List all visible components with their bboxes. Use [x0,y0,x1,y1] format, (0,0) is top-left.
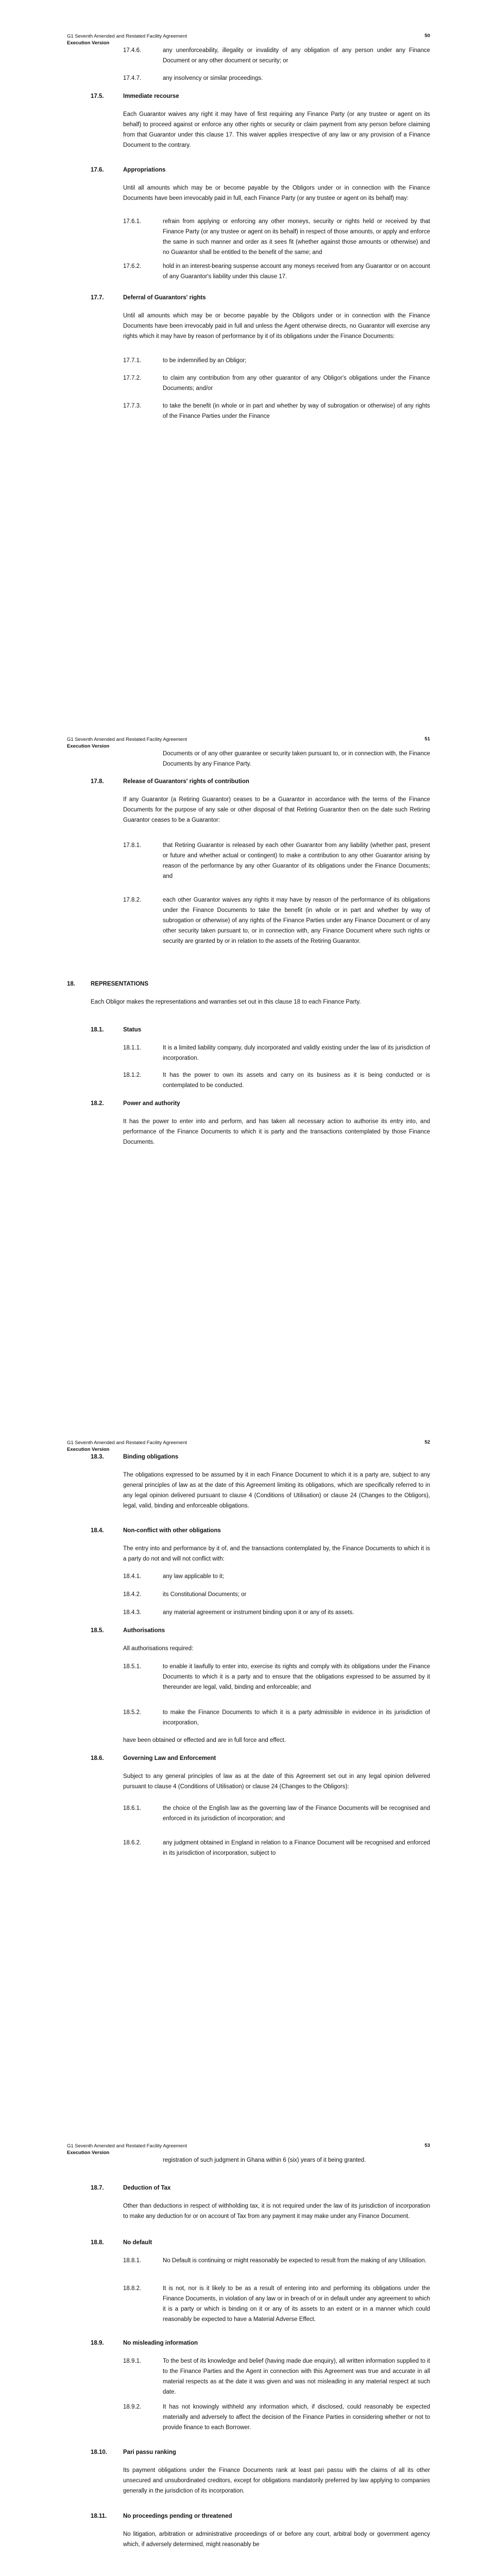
clause-number: 18.7. [91,2185,104,2191]
clause-number: 18.3. [91,1454,104,1460]
header-title: G1 Seventh Amended and Restated Facility Agreement [67,737,187,742]
paragraph: If any Guarantor (a Retiring Guarantor) ceases to be a Guarantor in accordance with the terms of the Finance Documents for the purpose of any sale or other disposal of that Retiring Guarantor then on the date such Retiring Guarantor ceases to be a Guarantor: [123,796,430,823]
paragraph: Each Guarantor waives any right it may have of first requiring any Finance Party (or any trustee or agent on its behalf) to proceed against or enforce any other rights or security or claim payment from any person before claiming from that Guarantor under this clause 17. This waiver applies irrespective of any law or any provision of a Finance Document to the contrary. [123,111,430,148]
clause-number: 18. [67,981,75,987]
clause-number: 18.6.2. [123,1840,142,1846]
clause-number: 18.9.1. [123,2358,142,2364]
clause-number: 17.5. [91,93,104,99]
paragraph: The entry into and performance by it of, and the transactions contemplated by, the Finance Documents to which it is a party do not and will not conflict with: [123,1546,430,1562]
clause-text: refrain from applying or enforcing any other moneys, security or rights held or received by that Finance Party (or any trustee or agent on its behalf) in respect of those amounts, or apply and enforce the same in such manner and order as it sees fit (whether against those amounts or otherwise) and no Guarantor shall be entitled to the benefit of the same; and [163,218,430,256]
clause-number: 18.8. [91,2240,104,2246]
header-version: Execution Version [67,743,110,749]
header-title: G1 Seventh Amended and Restated Facility Agreement [67,33,187,39]
clause-number: 17.7. [91,295,104,301]
clause-text: any material agreement or instrument binding upon it or any of its assets. [163,1609,354,1616]
clause-number: 17.8.2. [123,897,142,903]
clause-text: any law applicable to it; [163,1573,224,1580]
clause-number: 17.4.7. [123,75,142,81]
clause-number: 18.4. [91,1528,104,1534]
continued-text: Documents or of any other guarantee or security taken pursuant to, or in connection with, the Finance Documents by any Finance Party. [163,751,430,767]
clause-heading: REPRESENTATIONS [91,981,149,987]
paragraph: Its payment obligations under the Finance Documents rank at least pari passu with the claims of all its other unsecured and unsubordinated creditors, except for obligations mandatorily preferred by law applying to companies generally in the jurisdiction of its incorporation. [123,2467,430,2494]
clause-text: No Default is continuing or might reasonably be expected to result from the making of any Utilisation. [163,2258,427,2264]
clause-number: 17.4.6. [123,47,142,54]
page-50 [0,0,497,703]
clause-number: 17.7.3. [123,403,142,409]
clause-number: 18.1.1. [123,1045,142,1051]
clause-text: any insolvency or similar proceedings. [163,75,263,81]
page-number: 52 [424,1439,430,1445]
clause-heading: Release of Guarantors' rights of contribution [123,778,249,785]
continued-text: registration of such judgment in Ghana within 6 (six) years of it being granted. [163,2157,366,2163]
clause-number: 18.5.2. [123,1709,142,1716]
clause-number: 17.6. [91,167,104,173]
paragraph: have been obtained or effected and are in full force and effect. [123,1737,286,1743]
clause-heading: Status [123,1027,142,1033]
clause-number: 18.4.2. [123,1591,142,1598]
clause-number: 17.8.1. [123,842,142,849]
page-header [67,1439,187,1453]
clause-number: 18.6.1. [123,1805,142,1811]
clause-text: It is not, nor is it likely to be as a result of entering into and performing its obligations under the Finance Documents, in violation of any law or in breach of or in default under any agreement to which it is a party or which is binding on it or any of its assets to an extent or in a manner which could reasonably be expected to have a Material Adverse Effect. [163,2285,430,2323]
clause-heading: Deduction of Tax [123,2185,171,2191]
header-title: G1 Seventh Amended and Restated Facility Agreement [67,2143,187,2149]
clause-text: to claim any contribution from any other guarantor of any Obligor's obligations under the Finance Documents; and/or [163,375,430,392]
page-52 [0,1406,497,2110]
clause-number: 18.10. [91,2449,107,2455]
page-53 [0,2110,497,2576]
clause-number: 17.6.1. [123,218,142,225]
clause-number: 18.8.1. [123,2258,142,2264]
clause-number: 18.1.2. [123,1072,142,1078]
clause-text: to be indemnified by an Obligor; [163,358,247,364]
clause-text: that Retiring Guarantor is released by each other Guarantor from any liability (whether past, present or future and whether actual or contingent) to make a contribution to any other Guarantor arising by reason of the performance by any other Guarantor of its obligations under the Finance Documents; and [163,842,430,879]
clause-number: 18.8.2. [123,2285,142,2292]
clause-number: 18.2. [91,1100,104,1107]
paragraph: Other than deductions in respect of withholding tax, it is not required under the law of its jurisdiction of incorporation to make any deduction for or on account of Tax from any payment it may make under any Finance Document. [123,2203,430,2219]
clause-number: 17.6.2. [123,263,142,269]
clause-number: 17.7.1. [123,358,142,364]
clause-text: It has not knowingly withheld any information which, if disclosed, could reasonably be expected materially and adversely to affect the decision of the Finance Parties in considering whether or not to provide finance to each Borrower. [163,2404,430,2431]
header-title: G1 Seventh Amended and Restated Facility Agreement [67,1440,187,1446]
page-number: 53 [424,2143,430,2148]
paragraph: Until all amounts which may be or become payable by the Obligors under or in connection with the Finance Documents have been irrevocably paid in full and unless the Agent otherwise directs, no Guarantor will exercise any rights which it may have by reason of performance by it of its obligations under the Finance Documents: [123,313,430,340]
clause-number: 18.4.1. [123,1573,142,1580]
page-number: 50 [424,33,430,39]
page-header [67,736,187,750]
clause-heading: Binding obligations [123,1454,179,1460]
clause-heading: No proceedings pending or threatened [123,2513,232,2519]
page-header [67,2143,187,2156]
clause-heading: Governing Law and Enforcement [123,1755,216,1761]
clause-heading: Power and authority [123,1100,180,1107]
clause-number: 18.9. [91,2340,104,2346]
clause-number: 18.6. [91,1755,104,1761]
clause-number: 17.8. [91,778,104,785]
clause-text: the choice of the English law as the governing law of the Finance Documents will be recognised and enforced in its jurisdiction of incorporation; and [163,1805,430,1822]
clause-text: to take the benefit (in whole or in part and whether by way of subrogation or otherwise) of any rights of the Finance Parties under the Finance [163,403,430,419]
clause-text: hold in an interest-bearing suspense account any moneys received from any Guarantor or on account of any Guarantor's liability under this clause 17. [163,263,430,280]
clause-number: 18.9.2. [123,2404,142,2410]
paragraph: Until all amounts which may be or become payable by the Obligors under or in connection with the Finance Documents have been irrevocably paid in full, each Finance Party (or any trustee or agent on its behalf) may: [123,185,430,201]
clause-heading: Pari passu ranking [123,2449,176,2455]
clause-text: each other Guarantor waives any rights it may have by reason of the performance of its obligations under the Finance Documents to take the benefit (in whole or in part and whether by way of subrogation or otherwise) of any rights of the Finance Parties under any Finance Document or of any other security taken pursuant to, or in connection with, any Finance Document where such rights or security are granted by or in relation to the assets of the Retiring Guarantor. [163,897,430,944]
clause-text: its Constitutional Documents; or [163,1591,247,1598]
clause-text: any judgment obtained in England in relation to a Finance Document will be recognised and enforced in its jurisdiction of incorporation, subject to [163,1840,430,1856]
header-version: Execution Version [67,2150,110,2156]
clause-heading: Immediate recourse [123,93,179,99]
clause-heading: Authorisations [123,1628,165,1634]
clause-number: 18.5.1. [123,1664,142,1670]
clause-heading: Deferral of Guarantors' rights [123,295,206,301]
clause-number: 18.4.3. [123,1609,142,1616]
clause-heading: Non-conflict with other obligations [123,1528,221,1534]
paragraph: Each Obligor makes the representations and warranties set out in this clause 18 to each Finance Party. [91,999,361,1005]
header-version: Execution Version [67,40,110,46]
page-51 [0,703,497,1406]
clause-text: to make the Finance Documents to which it is a party admissible in evidence in its jurisdiction of incorporation, [163,1709,430,1726]
paragraph: It has the power to enter into and perform, and has taken all necessary action to authorise its entry into, and performance of the Finance Documents to which it is party and the transactions contemplated by those Finance Documents. [123,1118,430,1145]
page-header [67,33,187,46]
header-version: Execution Version [67,1447,110,1452]
clause-text: It is a limited liability company, duly incorporated and validly existing under the law of its jurisdiction of incorporation. [163,1045,430,1061]
clause-heading: Appropriations [123,167,166,173]
clause-heading: No misleading information [123,2340,198,2346]
clause-number: 18.5. [91,1628,104,1634]
clause-text: It has the power to own its assets and carry on its business as it is being conducted or is contemplated to be conducted. [163,1072,430,1089]
clause-number: 17.7.2. [123,375,142,381]
clause-text: To the best of its knowledge and belief (having made due enquiry), all written information supplied to it to the Finance Parties and the Agent in connection with this Agreement was true and accurate in all material respects as at the date it was given and was not misleading in any material respect at such date. [163,2358,430,2395]
clause-text: any unenforceability, illegality or invalidity of any obligation of any person under any Finance Document or any other document or security; or [163,47,430,64]
page-number: 51 [424,736,430,742]
clause-number: 18.11. [91,2513,107,2519]
clause-heading: No default [123,2240,152,2246]
paragraph: Subject to any general principles of law as at the date of this Agreement set out in any legal opinion delivered pursuant to clause 4 (Conditions of Utilisation) or clause 24 (Changes to the Obligors): [123,1773,430,1790]
clause-number: 18.1. [91,1027,104,1033]
paragraph: The obligations expressed to be assumed by it in each Finance Document to which it is a party are, subject to any general principles of law as at the date of this Agreement limiting its obligations, which are specifically referred to in any legal opinion delivered pursuant to clause 4 (Conditions of Utilisation) or clause 24 (Changes to the Obligors), legal, valid, binding and enforceable obligations. [123,1472,430,1509]
paragraph: All authorisations required: [123,1646,194,1652]
paragraph: No litigation, arbitration or administrative proceedings of or before any court, arbitral body or government agency which, if adversely determined, might reasonably be [123,2531,430,2548]
clause-text: to enable it lawfully to enter into, exercise its rights and comply with its obligations under the Finance Documents to which it is a party and to ensure that the obligations expressed to be assumed by it thereunder are legal, valid, binding and enforceable; and [163,1664,430,1690]
